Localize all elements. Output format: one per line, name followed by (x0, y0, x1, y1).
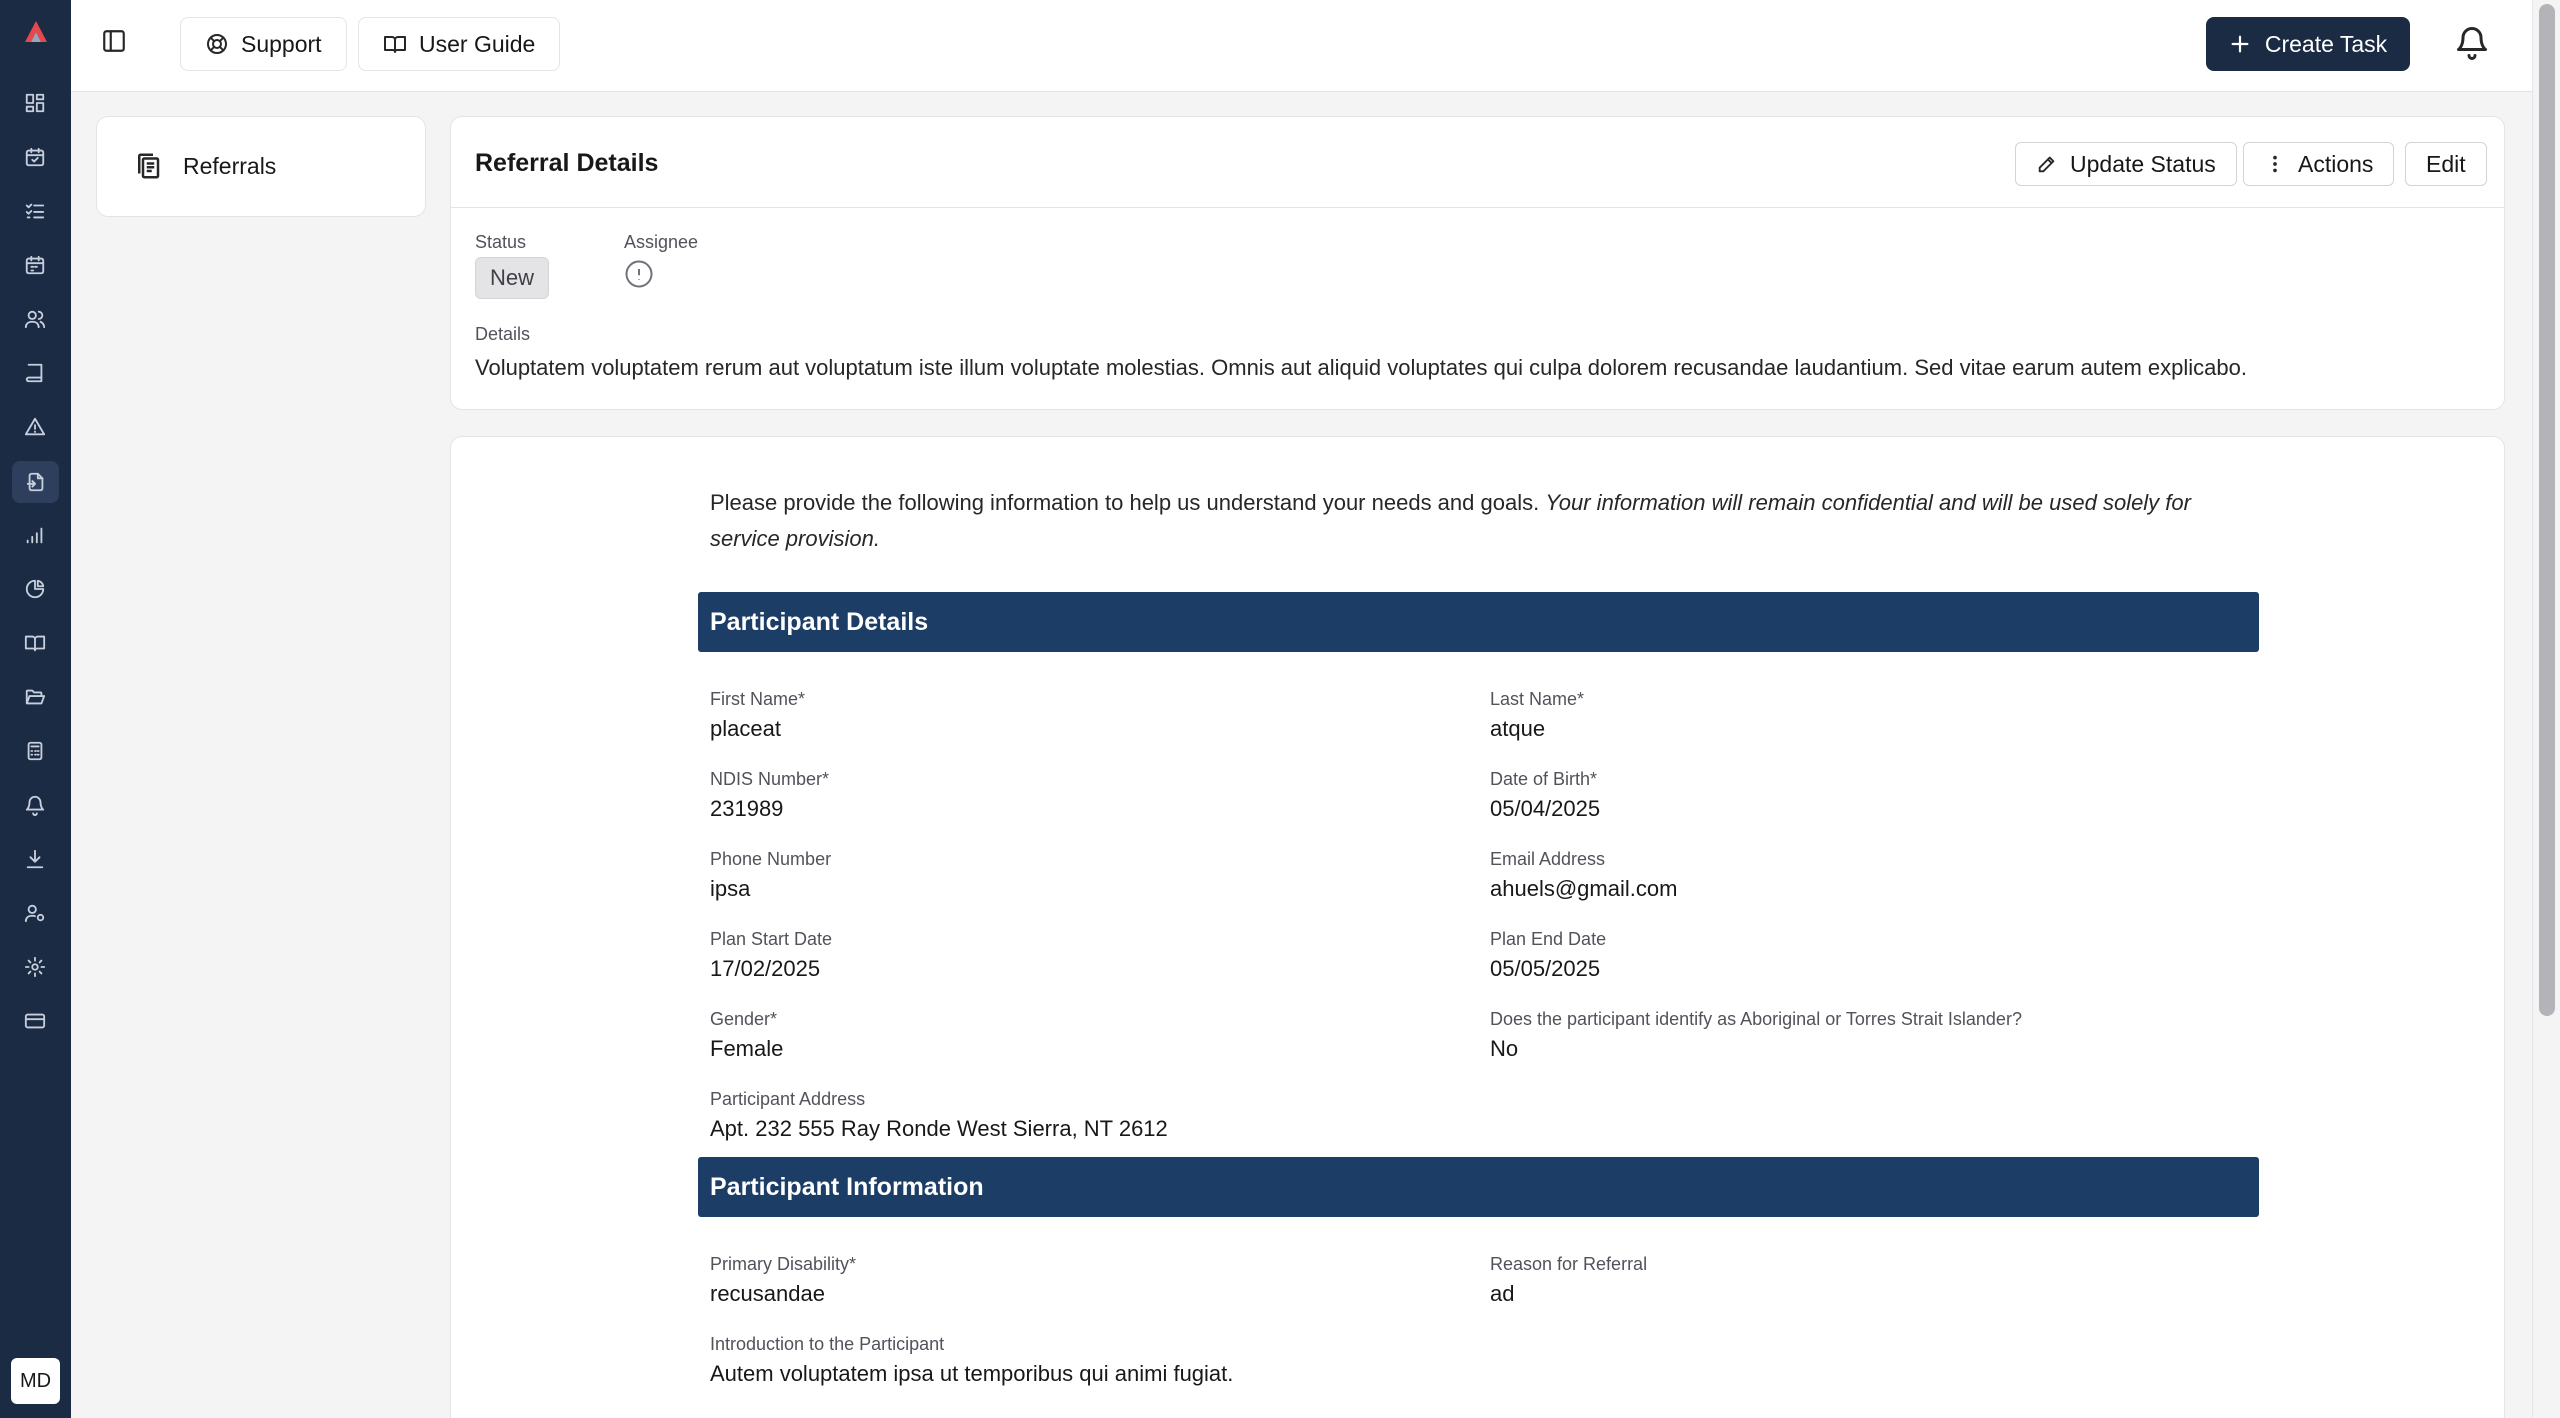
field-label: Email Address (1490, 849, 1606, 869)
user-initials: MD (19, 1369, 52, 1392)
lifebuoy-icon (205, 32, 229, 56)
book-open-icon (383, 32, 407, 56)
edit-button[interactable] (2405, 142, 2487, 186)
signal-chart-icon[interactable] (22, 522, 48, 548)
field-label: Plan Start Date (710, 929, 833, 949)
warning-icon[interactable] (22, 414, 48, 440)
actions-label: Actions (2298, 150, 2374, 177)
create-task-button[interactable] (2206, 17, 2410, 71)
more-vertical-icon (2264, 153, 2286, 175)
section-participant-details-title: Participant Details (710, 607, 929, 636)
referral-details-card (450, 116, 2505, 410)
top-bar (71, 0, 2532, 92)
field-reason-for-referral (1490, 1254, 1647, 1307)
user-cog-icon[interactable] (22, 900, 48, 926)
field-label: Date of Birth* (1490, 769, 1598, 789)
section-participant-information-title: Participant Information (710, 1172, 984, 1201)
calculator-icon[interactable] (22, 738, 48, 764)
assignee-placeholder-icon[interactable] (624, 259, 654, 289)
field-label: Phone Number (710, 849, 832, 869)
field-introduction (710, 1334, 1233, 1387)
folder-open-icon[interactable] (22, 684, 48, 710)
plus-icon (2229, 33, 2251, 55)
field-date-of-birth (1490, 769, 1600, 822)
status-value: New (490, 265, 535, 290)
update-status-label: Update Status (2070, 150, 2216, 177)
pie-chart-icon[interactable] (22, 576, 48, 602)
intro-text: Please provide the following information to help us understand your needs and goals. (710, 490, 1546, 515)
settings-gear-icon[interactable] (22, 954, 48, 980)
field-first-name (710, 689, 805, 742)
actions-button[interactable] (2243, 142, 2394, 186)
referrals-nav-icon[interactable] (12, 461, 59, 503)
field-label: Primary Disability* (710, 1254, 857, 1274)
update-status-button[interactable] (2015, 142, 2237, 186)
status-badge (475, 257, 549, 299)
panel-toggle-icon[interactable] (101, 28, 131, 58)
book-icon[interactable] (22, 360, 48, 386)
bell-ring-icon[interactable] (22, 792, 48, 818)
field-value: 231989 (710, 796, 784, 821)
page-title: Referral Details (475, 149, 659, 177)
field-value: recusandae (710, 1281, 825, 1306)
field-primary-disability (710, 1254, 856, 1307)
field-label: Last Name* (1490, 689, 1585, 709)
sub-navigation (96, 116, 426, 217)
field-email-address (1490, 849, 1677, 902)
field-label: Plan End Date (1490, 929, 1607, 949)
dashboard-icon[interactable] (22, 90, 48, 116)
field-value: Female (710, 1036, 784, 1061)
field-aboriginal-identity (1490, 1009, 2022, 1062)
calendar-check-icon[interactable] (22, 144, 48, 170)
details-label: Details (475, 324, 531, 344)
open-book-icon[interactable] (22, 630, 48, 656)
field-value: ipsa (710, 876, 751, 901)
field-value: Apt. 232 555 Ray Ronde West Sierra, NT 2612 (710, 1116, 1168, 1141)
sidebar-rail (0, 0, 71, 1418)
subnav-referrals-label: Referrals (183, 152, 277, 179)
field-value: atque (1490, 716, 1546, 741)
field-label: Reason for Referral (1490, 1254, 1648, 1274)
field-label: Participant Address (710, 1089, 866, 1109)
calendar-icon[interactable] (22, 252, 48, 278)
notifications-bell-icon[interactable] (2454, 24, 2494, 64)
page-scrollbar[interactable] (2532, 0, 2560, 1418)
field-plan-start-date (710, 929, 832, 982)
pencil-icon (2036, 153, 2058, 175)
field-value: 05/05/2025 (1490, 956, 1601, 981)
intro-confidential-text: Your information will remain confidential and will be used solely for service provision. (710, 490, 2191, 551)
field-gender (710, 1009, 783, 1062)
credit-card-icon[interactable] (22, 1008, 48, 1034)
download-icon[interactable] (22, 846, 48, 872)
referral-details-header (451, 117, 2504, 208)
details-text: Voluptatem voluptatem rerum aut voluptatum iste illum voluptate molestias. Omnis aut aliquid voluptates qui culpa dolorem recusandae laudantium. Sed vitae earum autem explicabo. (475, 355, 2247, 380)
field-value: Autem voluptatem ipsa ut temporibus qui animi fugiat. (710, 1361, 1234, 1386)
field-value: ad (1490, 1281, 1515, 1306)
field-value: placeat (710, 716, 781, 741)
app-logo-icon[interactable] (22, 18, 50, 46)
field-label: Introduction to the Participant (710, 1334, 945, 1354)
support-button[interactable] (180, 17, 347, 71)
assignee-label: Assignee (624, 232, 699, 252)
field-ndis-number (710, 769, 829, 822)
section-participant-details (698, 592, 2259, 652)
field-value: 05/04/2025 (1490, 796, 1601, 821)
subnav-item-referrals[interactable] (133, 151, 276, 181)
user-avatar[interactable] (11, 1358, 60, 1404)
section-participant-information (698, 1157, 2259, 1217)
referral-form-card (450, 436, 2505, 1418)
field-participant-address (710, 1089, 1168, 1142)
user-guide-label: User Guide (419, 30, 536, 57)
field-label: NDIS Number* (710, 769, 830, 789)
field-value: 17/02/2025 (710, 956, 821, 981)
user-guide-button[interactable] (358, 17, 560, 71)
field-label: First Name* (710, 689, 806, 709)
field-value: ahuels@gmail.com (1490, 876, 1678, 901)
field-value: No (1490, 1036, 1519, 1061)
field-label: Gender* (710, 1009, 778, 1029)
create-task-label: Create Task (2264, 30, 2388, 57)
scrollbar-thumb[interactable] (2539, 4, 2555, 1016)
form-intro (710, 485, 2250, 557)
status-label: Status (475, 232, 527, 252)
users-icon[interactable] (22, 306, 48, 332)
support-label: Support (241, 30, 322, 57)
field-plan-end-date (1490, 929, 1606, 982)
field-last-name (1490, 689, 1584, 742)
field-label: Does the participant identify as Aboriginal or Torres Strait Islander? (1490, 1009, 2022, 1029)
field-phone-number (710, 849, 831, 902)
task-list-icon[interactable] (22, 198, 48, 224)
copy-documents-icon (133, 151, 163, 181)
edit-label: Edit (2426, 150, 2466, 177)
